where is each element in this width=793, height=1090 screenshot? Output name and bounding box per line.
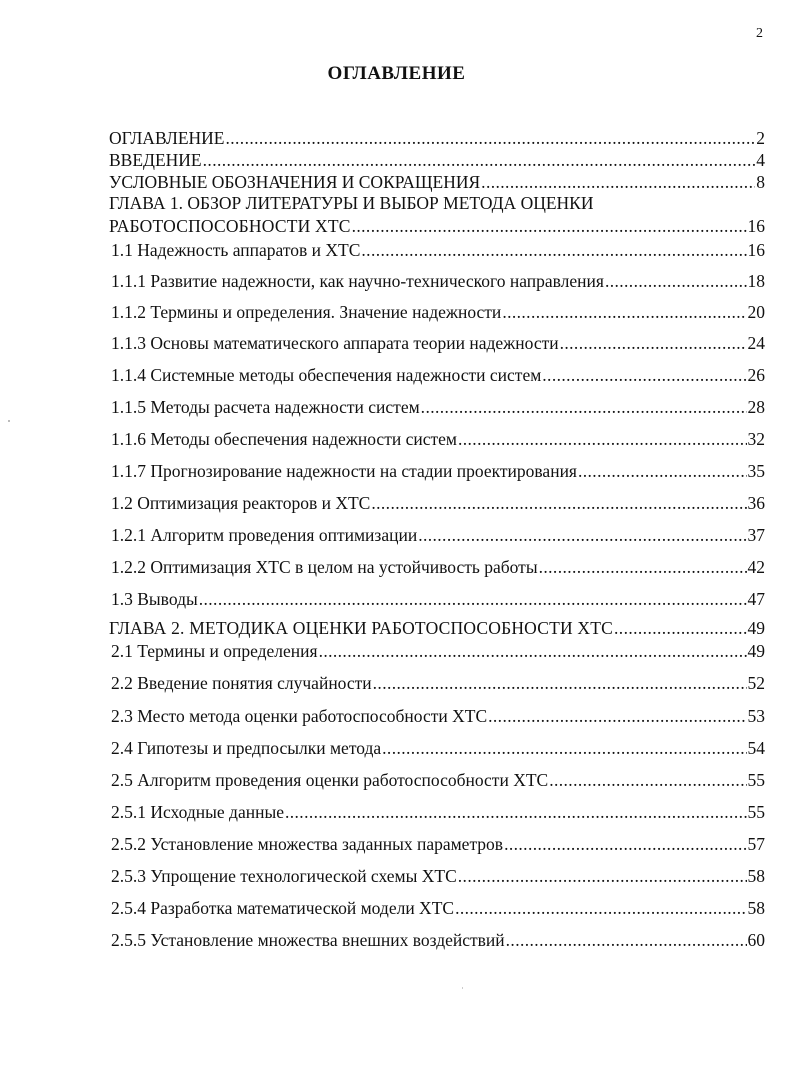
toc-entry-page: 37 — [747, 525, 765, 545]
toc-entry — [111, 641, 765, 661]
toc-entry — [109, 128, 765, 148]
toc-entry-text: 2.5.5 Установление множества внешних воздействий — [111, 930, 505, 950]
toc-entry-page: 58 — [747, 866, 765, 886]
toc-entry-page: 18 — [747, 271, 765, 291]
toc-entry-page: 49 — [747, 641, 765, 661]
toc-entry-page: 16 — [747, 240, 765, 260]
toc-entry-text: УСЛОВНЫЕ ОБОЗНАЧЕНИЯ И СОКРАЩЕНИЯ — [109, 172, 481, 192]
toc-entry — [111, 365, 765, 385]
toc-entry — [111, 706, 765, 726]
toc-entry-page: 55 — [747, 802, 765, 822]
toc-entry-page: 53 — [747, 706, 765, 726]
toc-entry-text: РАБОТОСПОСОБНОСТИ ХТС — [109, 216, 351, 236]
toc-entry — [111, 589, 765, 609]
toc-entry-text: ГЛАВА 2. МЕТОДИКА ОЦЕНКИ РАБОТОСПОСОБНОСТИ ХТС — [109, 618, 614, 638]
toc-entry-page: 55 — [747, 770, 765, 790]
toc-entry — [109, 618, 765, 638]
toc-entry — [111, 834, 765, 854]
toc-entry — [111, 461, 765, 481]
toc-entry — [111, 397, 765, 417]
toc-entry-page: 42 — [747, 557, 765, 577]
toc-entry — [111, 429, 765, 449]
toc-entry — [111, 738, 765, 758]
page-title: ОГЛАВЛЕНИЕ — [327, 63, 466, 84]
toc-entry-text: 1.1.6 Методы обеспечения надежности систем — [111, 429, 457, 449]
toc-entry-text: 1.3 Выводы — [111, 589, 198, 609]
toc-entry-text: 1.1.2 Термины и определения. Значение надежности — [111, 302, 502, 322]
toc-entry-text: 2.5.1 Исходные данные — [111, 802, 284, 822]
toc-entry — [111, 866, 765, 886]
toc-entry-text: ВВЕДЕНИЕ — [109, 150, 202, 170]
toc-entry-text: 1.1.3 Основы математического аппарата теории надежности — [111, 333, 559, 353]
toc-entry — [111, 493, 765, 513]
toc-entry-text: 2.5 Алгоритм проведения оценки работоспособности ХТС — [111, 770, 549, 790]
toc-entry-page: 8 — [756, 172, 765, 192]
scan-speck — [462, 987, 463, 989]
toc-entry — [111, 240, 765, 260]
toc-entry-page: 20 — [747, 302, 765, 322]
toc-entry-text: 2.1 Термины и определения — [111, 641, 318, 661]
toc-entry-page: 16 — [747, 216, 765, 236]
toc-entry-text: 1.1 Надежность аппаратов и ХТС — [111, 240, 361, 260]
toc-entry-text: 1.1.1 Развитие надежности, как научно-технического направления — [111, 271, 604, 291]
toc-entry — [109, 216, 765, 236]
toc-entry-page: 60 — [747, 930, 765, 950]
toc-entry-page: 4 — [756, 150, 765, 170]
toc-entry — [111, 557, 765, 577]
toc-entry — [109, 150, 765, 170]
toc-entry-text: 1.2 Оптимизация реакторов и ХТС — [111, 493, 371, 513]
toc-entry-page: 58 — [747, 898, 765, 918]
page-number: 2 — [756, 26, 763, 41]
toc-entry — [111, 302, 765, 322]
toc-entry-page: 26 — [747, 365, 765, 385]
toc-entry-text: 1.1.4 Системные методы обеспечения надежности систем — [111, 365, 542, 385]
toc-entry-page: 47 — [747, 589, 765, 609]
toc-entry — [111, 898, 765, 918]
toc-entry-page: 35 — [747, 461, 765, 481]
toc-entry-text: 2.3 Место метода оценки работоспособности ХТС — [111, 706, 488, 726]
toc-entry — [111, 770, 765, 790]
toc-entry — [111, 673, 765, 693]
toc-entry-page: 52 — [747, 673, 765, 693]
toc-entry — [111, 525, 765, 545]
toc-entry-text: 2.4 Гипотезы и предпосылки метода — [111, 738, 382, 758]
scan-speck — [8, 420, 10, 422]
toc-entry-text: 1.1.5 Методы расчета надежности систем — [111, 397, 420, 417]
toc-entry-page: 57 — [747, 834, 765, 854]
toc-entry-text: 1.2.1 Алгоритм проведения оптимизации — [111, 525, 418, 545]
toc-chapter-heading-line: ГЛАВА 1. ОБЗОР ЛИТЕРАТУРЫ И ВЫБОР МЕТОДА ОЦЕНКИ — [109, 193, 594, 213]
toc-entry-text: 2.5.3 Упрощение технологической схемы ХТС — [111, 866, 457, 886]
toc-entry-page: 28 — [747, 397, 765, 417]
toc-entry-text: 2.2 Введение понятия случайности — [111, 673, 372, 693]
toc-entry — [111, 271, 765, 291]
toc-entry-page: 2 — [756, 128, 765, 148]
toc-entry-page: 32 — [747, 429, 765, 449]
toc-entry-page: 49 — [747, 618, 765, 638]
toc-entry-text: 2.5.4 Разработка математической модели ХТС — [111, 898, 455, 918]
toc-entry — [111, 802, 765, 822]
toc-entry-page: 24 — [747, 333, 765, 353]
toc-entry — [109, 172, 765, 192]
toc-entry-page: 36 — [747, 493, 765, 513]
toc-entry — [111, 333, 765, 353]
toc-entry-text: 1.1.7 Прогнозирование надежности на стадии проектирования — [111, 461, 577, 481]
toc-entry-page: 54 — [747, 738, 765, 758]
toc-entry-text: 2.5.2 Установление множества заданных параметров — [111, 834, 504, 854]
toc-entry-text: 1.2.2 Оптимизация ХТС в целом на устойчивость работы — [111, 557, 538, 577]
toc-entry — [111, 930, 765, 950]
toc-entry-text: ОГЛАВЛЕНИЕ — [109, 128, 225, 148]
